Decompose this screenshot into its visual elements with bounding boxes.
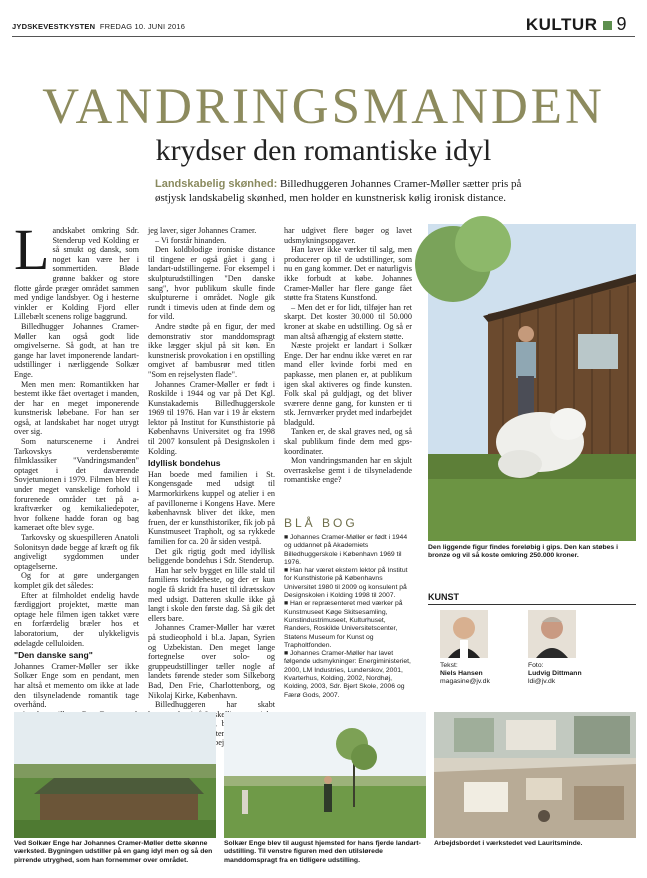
col3-p2: Han laver ikke værker til salg, men producerer op til de udstillinger, som nu en gang kommer. Det er naturligvis ikke forbudt at købe. Johannes Cramer-Møller har flere gange fået støtte fra Statens Kunstfond. [284, 245, 412, 303]
col2-p9: Johannes Cramer-Møller har været på studieophold i bl.a. Japan, Syrien og Uzbekistan. Den meget lange fortegnelse over solo- og gruppeudstillinger tæller nogle af landets førende steder som Silkeborg Bad, Den Frie, Charlottenborg, og Nikolaj Kirke, København. [148, 623, 275, 700]
col3-p3: – Men det er for lidt, tilføjer han ret skarpt. Det koster 30.000 til 50.000 kroner at skabe en udstilling. Og så er man altså afhængig af ekstern støtte. [284, 302, 412, 341]
bio-box [284, 516, 414, 704]
page-number: 9 [616, 14, 627, 34]
bio-item: ■ Johannes Cramer-Møller har lavet følgende udsmykninger: Energiministeriet, 2000, LM Industries, Lunderskov, 2001, Kvarterhus, Kolding, 2002, Nordhøj, Kolding, 2003, Sdr. Bjert Skole, 2006 og Færø Gods, 2007. [284, 650, 411, 699]
credit-photographer-email: ldi@jv.dk [528, 678, 556, 685]
col1-p4: Som naturscenerne i Andrei Tarkovskys verdensberømte filmklassiker "Vandringsmanden" optaget i det daværende Sovjetunionen i 1979. Filmen blev til under meget vanskelige forhold i forurenede områder tæt på a-kraftværker og kemikaliedepoter, hvor folkene hadde foran og bag kameraet ofte blev syge. [14, 437, 139, 533]
bio-item: ■ Johannes Cramer-Møller er født i 1944 og uddannet på Akademiets Billedhuggerskole i København 1969 til 1976. [284, 534, 408, 566]
landart-field-image [224, 712, 426, 838]
col2-p10: Billedhuggeren har skabt forskellige arbejder [155, 700, 275, 748]
section-name: KULTUR [525, 15, 598, 34]
avatar-photographer [528, 610, 576, 658]
col2-p4: Andre stødte på en figur, der med demonstrativ stor manddomspragt ikke lægger skjul på sit køn. En kunstnerisk provokation i en opstilling omgivet af bambusrør med titlen "Som en rejselysten flade". [148, 321, 275, 379]
bottom-photo-2 [224, 712, 426, 838]
workbench-image [434, 712, 636, 838]
col1-p1: andskabet omkring Sdr. Stenderup ved Kolding er så smukt og dansk, som noget kan være her i sommertiden. Bløde grønne bakker og store flotte gårde præger området sammen med yndige landsbyer. Og i hesterne vinkler er Kolding Fjord eller Lillebælt scenens rolige baggrund. [14, 226, 139, 322]
col2-p1: jeg laver, siger Johannes Cramer. [148, 226, 257, 235]
bottom-photo-3-caption: Arbejdsbordet i værkstedet ved Lauritsminde. [434, 840, 583, 847]
col2-subhead: Idyllisk bondehus [148, 458, 221, 469]
masthead [12, 22, 185, 31]
section-header [526, 14, 627, 35]
article-column-3 [284, 226, 412, 516]
main-photo [428, 224, 636, 541]
header-rule [12, 36, 635, 37]
credit-writer-email: magasine@jv.dk [440, 678, 490, 685]
bio-item: ■ Han har været ekstern lektor på Institut for Kunsthistorie på Københavns Universitet 1980 til 2009 og konsulent på Designskolen i Kolding 1998 til 2007. [284, 567, 408, 600]
bottom-photo-1-caption: Ved Solkær Enge har Johannes Cramer-Møller dette skønne værksted. Bygningen udstiller på en gang idyl men og så den pirrende utryghed, som han fornemmer over området. [14, 840, 213, 864]
credit-writer-name: Niels Hansen [440, 670, 483, 677]
bio-item: ■ Han er repræsenteret med værker på Kunstmuseet Køge Skitsesamling, Kunstindustrimuseet, Kulturhuset, Randers, Roskilde Universitetscenter, Statens Museum for Kunst og Trapholtfonden. [284, 600, 403, 649]
section-square-icon [603, 21, 612, 30]
subheadline: krydser den romantiske idyl [155, 134, 492, 167]
col2-p5: Johannes Cramer-Møller er født i Roskilde i 1944 og var på Det Kgl. Kunstakademis Billedhuggerskole 1969 til 1976. Han var i 19 år ekstern lektor på Institut for Kunsthistorie på Københavns Universitet og fra 1998 til 2007 konsulent på Designskolen i Kolding. [148, 379, 275, 456]
article-column-1 [14, 217, 139, 710]
col3-p4: Næste projekt er landart i Solkær Enge. Der har endnu ikke været en rar mand eller kvinde forbi med en papkasse, men planen er, at publikum igen skal aktiveres og finde kunsten. Folk skal på guldjagt, og det bliver sværere denne gang, for kunsten er ti stk. Jernværker prydet med indarbejdet bladguld. [284, 341, 413, 427]
kunst-title: KUNST [428, 592, 459, 602]
issue-date: FREDAG 10. JUNI 2016 [99, 22, 186, 31]
col1-p6: Og for at gøre undergangen komplet gik det således: [14, 571, 139, 590]
col2-p2: – Vi forstår hinanden. [155, 235, 227, 245]
drop-cap: L [14, 217, 50, 282]
col1-p3: Men men men: Romantikken har bestemt ikke fået overtaget i manden, der har en meget imponerende kunstnerisk løbebane. For han ser også, at landskabet har noget utrygt over sig. [14, 379, 139, 437]
credit-writer-label: Tekst: [440, 662, 458, 669]
lead-paragraph [155, 178, 535, 205]
lead-label: Landskabelig skønhed: [155, 178, 278, 190]
workshop-building-image [14, 712, 216, 838]
col2-p6: Han boede med familien i St. Kongensgade med udsigt til Marmorkirkens kuppel og atelier i en af pavillonerne i Kongens Have. Mere københavnsk bliver det ikke, men fruen, der er kunsthistoriker, fik job på Kunstmuseet Trapholt, og sa rykkede familien for ca. 20 år siden vestpå. [148, 469, 275, 546]
col3-p1: har udgivet flere bøger og lavet udsmykningsopgaver. [284, 226, 412, 245]
credit-photographer-label: Foto: [528, 662, 544, 669]
article-column-2 [148, 226, 275, 748]
col2-p7: Det gik rigtig godt med idyllisk beliggende bondehus i Sdr. Stenderup. [148, 546, 275, 566]
bottom-photo-3 [434, 712, 636, 838]
avatar-writer [440, 610, 488, 658]
col2-p8: Han har selv bygget en lille stald til familiens torådeheste, og der er kun nogle få skridt fra huset til idrætsskov med udsigt. Datteren skulle ikke gå langt i skole den første dag. Så gik det ellers bare. [148, 565, 275, 623]
col1-p7: Efter at filmholdet endelig havde færdiggjort projektet, mætte man optage hele filmen igen takket være en forfærdelig bræler hos et laboratorium, der ulykkeligvis ødelagde celluloiden. [14, 590, 139, 648]
kunst-rule [428, 604, 636, 605]
col1-p5: Tarkovsky og skuespilleren Anatoli Solonitsyn døde begge af kræft og fik angiveligt sygdommen under optagelserne. [14, 533, 139, 571]
sculptor-photo-image [428, 224, 636, 541]
credit-photographer [528, 662, 628, 686]
col1-p2: Billedhugger Johannes Cramer-Møller kan også godt lide omgivelserne. Så godt, at han tre gange har lavet imponerende landart-udstillinger i nærliggende Solkær Enge. [14, 321, 139, 379]
headline: VANDRINGSMANDEN [42, 79, 605, 135]
col1-p8: Johannes Cramer-Møller ser ikke Solkær Enge som en pendant, men har altså et memento om ikke at lade den tilsyneladende romantik tage overhånd. [14, 661, 139, 710]
col1-subhead: "Den danske sang" [14, 650, 93, 661]
paper-name: JYDSKEVESTKYSTEN [12, 22, 96, 31]
writer-portrait-image [440, 610, 488, 658]
col2-p3: Den koldblodige ironiske distance til tingene er også gået i gang i landart-udstillingerne. For eksempel i skulpturudstillingen "Den danske sang", hvor publikum skulle finde skulpturerne i området. Nogle gik rundt i timevis uden at finde dem og for vild. [148, 245, 275, 322]
bio-title: BLÅ BOG [284, 516, 358, 530]
col3-p6: Mon vandringsmanden har en skjult overraskelse gemt i de tilsyneladende romantiske enge? [284, 456, 412, 485]
photographer-portrait-image [528, 610, 576, 658]
col3-p5: Tanken er, de skal graves ned, og så skal publikum finde dem med gps-koordinater. [284, 427, 412, 456]
lead-text: Billedhuggeren Johannes Cramer-Møller sætter pris på østjysk landskabelig skønhed, men holder en kunstnerisk kølig ironisk distance. [155, 178, 522, 204]
credit-writer [440, 662, 520, 686]
main-photo-caption: Den liggende figur findes foreløbig i gips. Den kan støbes i bronze og vil så koste omkring 250.000 kroner. [428, 544, 618, 560]
bottom-photo-1 [14, 712, 216, 838]
credit-photographer-name: Ludvig Dittmann [528, 670, 582, 677]
bottom-photo-2-caption: Solkær Enge blev til august hjemsted for hans fjerde landart-udstilling. Til venstre figuren med den utilslørede manddomspragt fra en tidligere udstilling. [224, 840, 421, 864]
